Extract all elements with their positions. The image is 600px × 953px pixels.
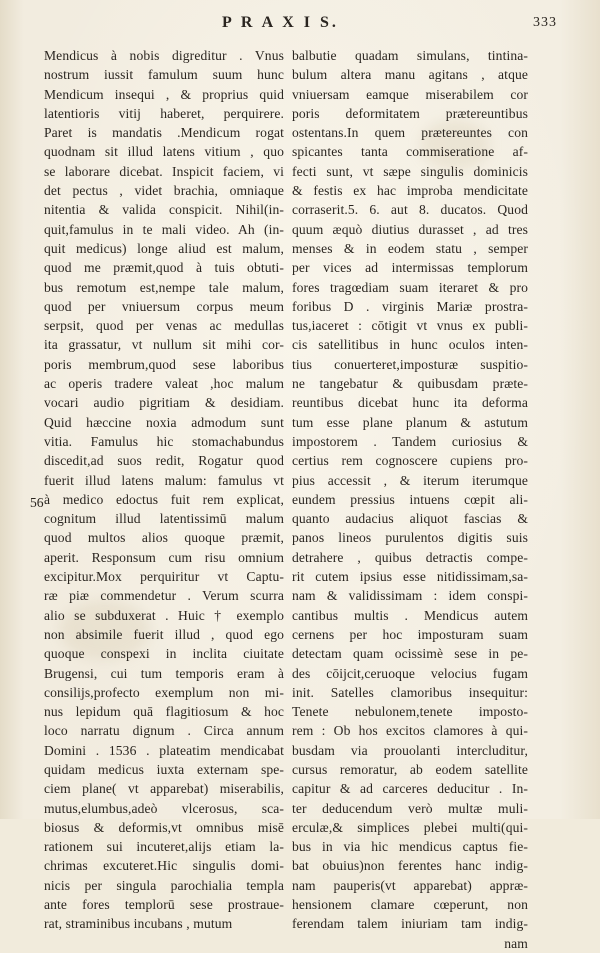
text-line: Tenete nebulonem,tenete imposto-	[292, 704, 528, 720]
text-line: excipitur.Mox perquiritur vt Captu-	[44, 569, 284, 585]
text-line: cis satellitibus in hunc oculos inten-	[292, 337, 528, 353]
text-line: vocari audio pigritiam & desidiam.	[44, 395, 284, 411]
text-line: rationem sui incuteret,alijs etiam la-	[44, 839, 284, 855]
text-line: nam	[504, 935, 528, 951]
text-line: latentioris vitij haberet, perquirere.	[44, 105, 284, 121]
text-line: quodnam sit illud latens vitium , quo	[44, 144, 284, 160]
text-line: biosus & deformis,vt omnibus misē	[44, 819, 284, 835]
text-line: quit medicus) longe aliud est malum,	[44, 240, 284, 256]
text-line: Quid hæccine noxia admodum sunt	[44, 414, 284, 430]
text-line: ostentans.In quem prætereuntes con	[292, 125, 528, 141]
text-line: Paret is mandatis .Mendicum rogat	[44, 125, 284, 141]
text-line: Domini . 1536 . plateatim mendicabat	[44, 742, 284, 758]
text-line: bus remotum est,nempe tale malum,	[44, 279, 284, 295]
text-line: balbutie quadam simulans, tintina-	[292, 48, 528, 63]
text-line: ter deducendum verò multæ muli-	[292, 800, 528, 816]
text-line: quidam medicus iuxta externam spe-	[44, 761, 284, 777]
left-text-column	[44, 46, 284, 934]
text-line: corraserit.5. 6. aut 8. ducatos. Quod	[292, 202, 528, 218]
text-line: bus in via hic mendicus captus fie-	[292, 839, 528, 855]
text-line: se laborare dicebat. Inspicit faciem, vi	[44, 163, 284, 179]
text-line: spicantes tanta commiseratione af-	[292, 144, 528, 160]
text-line: foribus D . virginis Mariæ prostra-	[292, 298, 528, 314]
running-head	[0, 14, 600, 38]
text-line: panos lineos purulentos digitis suis	[292, 530, 528, 546]
text-line: erculæ,& simplices plebei multi(qui-	[292, 819, 528, 835]
text-line: vitia. Famulus hic stomachabundus	[44, 433, 284, 449]
text-line: cernens per hoc imposturam suam	[292, 626, 528, 642]
text-line: bulum altera manu agitans , atque	[292, 67, 528, 83]
text-line: nus lepidum quā flagitiosum & hoc	[44, 704, 284, 720]
text-line: des cōijcit,ceruoque velocius fugam	[292, 665, 528, 681]
text-line: menses & in eodem statu , semper	[292, 240, 528, 256]
text-line: det pectus , videt brachia, omniaque	[44, 183, 284, 199]
text-line: mutus,elumbus,adeò vlcerosus, sca-	[44, 800, 284, 816]
text-line: discedit,ad suos redit, Rogatur quod	[44, 453, 284, 469]
text-line: init. Satelles clamoribus insequitur:	[292, 684, 528, 700]
text-line: cognitum illud latentissimū malum	[44, 511, 284, 527]
text-line: eundem pressius intuens cœpit ali-	[292, 491, 528, 507]
text-line: rem : Ob hos excitos clamores à qui-	[292, 723, 528, 739]
text-line: Mendicum insequi , & proprius quid	[44, 86, 284, 102]
text-line: reuntibus dicebat hunc ita deforma	[292, 395, 528, 411]
text-line: nitentia & valida conspicit. Nihil(in-	[44, 202, 284, 218]
text-line: cursus remoratur, ab eodem satellite	[292, 761, 528, 777]
text-line: Brugensi, cui tum temporis eram à	[44, 665, 284, 681]
text-line: poris membrum,quod sese laboribus	[44, 356, 284, 372]
text-line: tius conuerteret,imposturæ suspitio-	[292, 356, 528, 372]
text-line: quoque conspexi in inclita ciuitate	[44, 646, 284, 662]
text-line: quit,famulus in te mali video. Ah (in-	[44, 221, 284, 237]
right-text-column	[292, 46, 528, 953]
text-line: per vices ad intermissas templorum	[292, 260, 528, 276]
text-line: poris deformitatem prætereuntibus	[292, 105, 528, 121]
page-number: 333	[533, 15, 557, 30]
text-line: busdam via prouolanti intercluditur,	[292, 742, 528, 758]
text-line: impostorem . Tandem curiosius &	[292, 433, 528, 449]
text-line: nam & validissimam : idem conspi-	[292, 588, 528, 604]
text-line: rat, straminibus incubans , mutum	[44, 916, 233, 932]
text-line: alio se subduxerat . Huic † exemplo	[44, 607, 284, 623]
text-line: quod multos alios quoque præmit,	[44, 530, 284, 546]
text-line: ante fores templorū sese prostraue-	[44, 897, 284, 913]
text-line: quum æquò diutius durasset , ad tres	[292, 221, 528, 237]
text-line: hensionem clamare cœperunt, non	[292, 897, 528, 913]
running-title: P R A X I S.	[222, 14, 339, 31]
text-line: ræ piæ commendetur . Verum scurra	[44, 588, 284, 604]
margin-note: 56	[30, 495, 44, 510]
text-line: ferendam talem iniuriam tam indig-	[292, 916, 528, 932]
text-line: chrimas excuteret.Hic singulis domi-	[44, 858, 284, 874]
text-line: quod me præmit,quod à tuis obtuti-	[44, 260, 284, 276]
text-line: nostrum iussit famulum suum hunc	[44, 67, 284, 83]
text-line: nicis per singula parochialia templa	[44, 877, 284, 893]
text-line: fuerit illud latens malum: famulus vt	[44, 472, 284, 488]
text-line: rit cutem ipsius esse nitidissimam,sa-	[292, 569, 528, 585]
text-line: serpsit, quod per venas ac medullas	[44, 318, 284, 334]
text-line: cantibus multis . Mendicus autem	[292, 607, 528, 623]
text-line: capitur & ad carceres deducitur . In-	[292, 781, 528, 797]
text-line: aperit. Responsum cum risu omnium	[44, 549, 284, 565]
text-line: & festis ex hac improba mendicitate	[292, 183, 528, 199]
text-line: vniuersam eamque miserabilem cor	[292, 86, 528, 102]
text-line: bat obuius)non ferentes hanc indig-	[292, 858, 528, 874]
text-line: non absimile fuerit illud , quod ego	[44, 626, 284, 642]
text-line: certius rem cognoscere cupiens pro-	[292, 453, 528, 469]
text-line: loco narratu dignum . Circa annum	[44, 723, 284, 739]
text-line: pius accessit , & iterum iterumque	[292, 472, 528, 488]
text-line: ac operis tradere valeat ,hoc malum	[44, 376, 284, 392]
text-line: ciem plane( vt apparebat) miserabilis,	[44, 781, 284, 797]
text-line: Mendicus à nobis digreditur . Vnus	[44, 48, 284, 63]
text-line: fecti sunt, vt sæpe singulis dominicis	[292, 163, 528, 179]
text-line: quod per vniuersum corpus meum	[44, 298, 284, 314]
text-line: detrahere , quibus detractis compe-	[292, 549, 528, 565]
text-line: consilijs,profecto exemplum non mi-	[44, 684, 284, 700]
text-line: tus,iaceret : cōtigit vt vnus ex publi-	[292, 318, 528, 334]
text-line: detectam quam ocissimè sese in pe-	[292, 646, 528, 662]
text-line: tum esse plane planum & astutum	[292, 414, 528, 430]
text-line: ne tangebatur & quibusdam præte-	[292, 376, 528, 392]
text-line: ita grassatur, vt nullum sit mihi cor-	[44, 337, 284, 353]
text-line: à medico edoctus fuit rem explicat,	[44, 491, 284, 507]
text-line: nam pauperis(vt apparebat) appræ-	[292, 877, 528, 893]
text-line: quanto audacius aliquot fascias &	[292, 511, 528, 527]
text-line: fores tragœdiam suam iteraret & pro	[292, 279, 528, 295]
